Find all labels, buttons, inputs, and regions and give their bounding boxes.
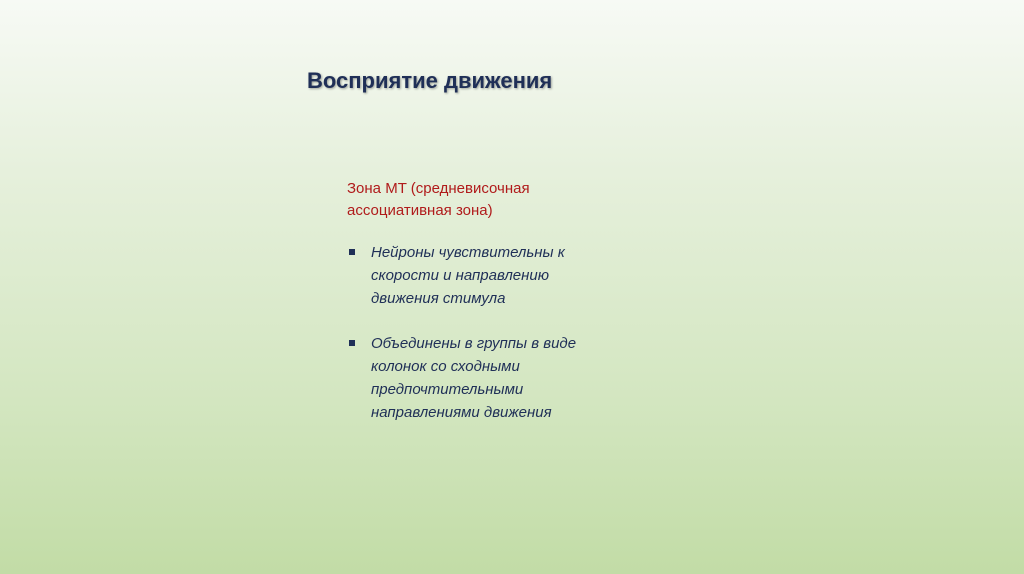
zone-subtitle xyxy=(347,178,647,222)
subtitle-line: ассоциативная зона) xyxy=(347,202,493,219)
square-bullet-icon xyxy=(349,249,355,255)
bullet-line: направлениями движения xyxy=(371,404,552,421)
bullet-line: предпочтительными xyxy=(371,381,524,398)
bullet-line: Объединены в группы в виде xyxy=(371,335,577,352)
slide-title: Восприятие движения xyxy=(307,68,553,93)
square-bullet-icon xyxy=(349,340,355,346)
bullet-item xyxy=(347,332,647,424)
bullet-item xyxy=(347,241,647,310)
bullet-line: движения стимула xyxy=(371,290,506,307)
bullet-line: Нейроны чувствительны к xyxy=(371,244,565,261)
slide-content xyxy=(347,178,647,446)
bullet-line: колонок со сходными xyxy=(371,358,520,375)
bullet-line: скорости и направлению xyxy=(371,267,550,284)
subtitle-line: Зона MT (средневисочная xyxy=(347,180,530,197)
